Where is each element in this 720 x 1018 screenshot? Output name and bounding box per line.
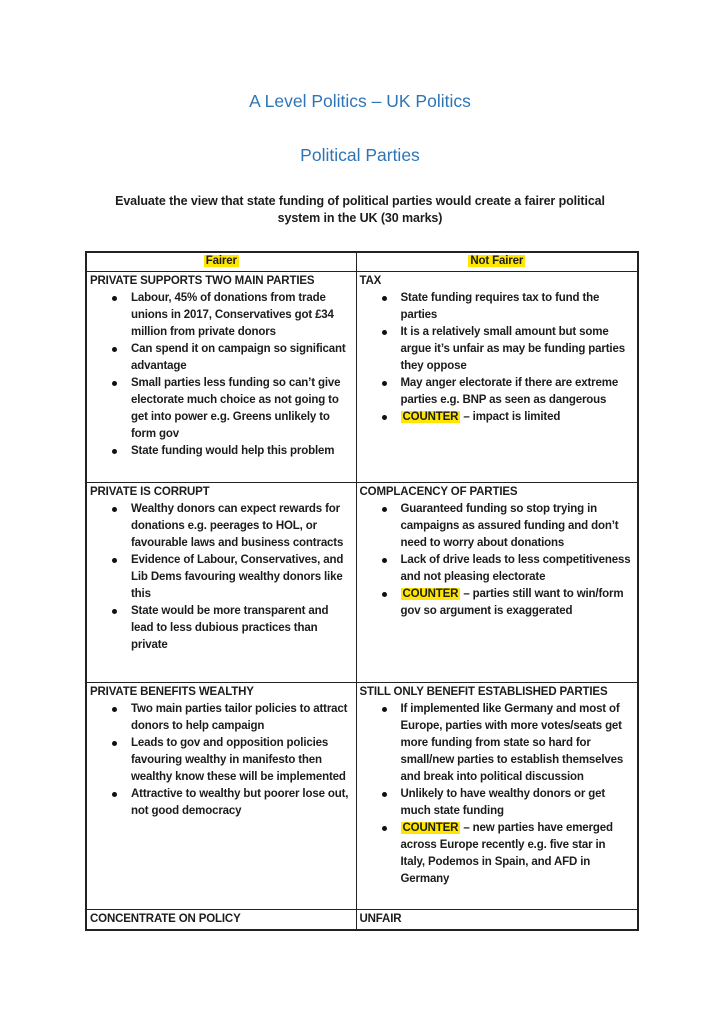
- fairer-cell: [86, 271, 356, 482]
- counter-highlight: COUNTER: [402, 821, 459, 834]
- not-fairer-cell: [356, 482, 638, 682]
- argument-heading: UNFAIR: [359, 912, 402, 925]
- bullet-item: Can spend it on campaign so significant advantage: [87, 341, 356, 375]
- fairer-column-header: [86, 252, 356, 271]
- not-fairer-header-label: Not Fairer: [470, 255, 524, 268]
- argument-heading: TAX: [359, 274, 382, 287]
- bullet-list: [357, 701, 638, 888]
- bullet-item: Wealthy donors can expect rewards for donations e.g. peerages to HOL, or favourable laws and business contracts: [87, 501, 356, 552]
- bullet-item: COUNTER – parties still want to win/form gov so argument is exaggerated: [357, 586, 638, 620]
- bullet-item: May anger electorate if there are extreme parties e.g. BNP as seen as dangerous: [357, 375, 638, 409]
- argument-heading: STILL ONLY BENEFIT ESTABLISHED PARTIES: [359, 685, 608, 698]
- bullet-item: It is a relatively small amount but some argue it’s unfair as may be funding parties they oppose: [357, 324, 638, 375]
- fairer-cell: [86, 682, 356, 909]
- essay-question: Evaluate the view that state funding of political parties would create a fairer political system in the UK (30 marks): [115, 194, 605, 225]
- bullet-item: COUNTER – new parties have emerged across Europe recently e.g. five star in Italy, Podemos in Spain, and AFD in Germany: [357, 820, 638, 888]
- table-row: [86, 271, 638, 482]
- counter-highlight: COUNTER: [402, 587, 459, 600]
- bullet-item: Evidence of Labour, Conservatives, and Lib Dems favouring wealthy donors like this: [87, 552, 356, 603]
- bullet-list: [87, 501, 356, 654]
- bullet-item: Attractive to wealthy but poorer lose out, not good democracy: [87, 786, 356, 820]
- bullet-item: State funding would help this problem: [87, 443, 356, 460]
- bullet-item: Guaranteed funding so stop trying in campaigns as assured funding and don’t need to worry about donations: [357, 501, 638, 552]
- not-fairer-cell: [356, 271, 638, 482]
- course-title: A Level Politics – UK Politics: [249, 91, 471, 111]
- fairer-cell: [86, 482, 356, 682]
- bullet-list: [357, 501, 638, 620]
- bullet-item: Unlikely to have wealthy donors or get much state funding: [357, 786, 638, 820]
- bullet-item: If implemented like Germany and most of Europe, parties with more votes/seats get more funding from state so hard for small/new parties to establish themselves and break into political discussion: [357, 701, 638, 786]
- fairer-cell: [86, 909, 356, 930]
- bullet-list: [357, 290, 638, 426]
- bullet-item: Leads to gov and opposition policies favouring wealthy in manifesto then wealthy know these will be implemented: [87, 735, 356, 786]
- not-fairer-cell: [356, 682, 638, 909]
- not-fairer-cell: [356, 909, 638, 930]
- topic-title: Political Parties: [300, 145, 420, 165]
- bullet-list: [87, 701, 356, 820]
- argument-heading: COMPLACENCY OF PARTIES: [359, 485, 518, 498]
- table-row: [86, 482, 638, 682]
- arguments-table-body: [86, 271, 638, 930]
- not-fairer-column-header: [356, 252, 638, 271]
- argument-heading: PRIVATE IS CORRUPT: [90, 485, 210, 498]
- bullet-item: Labour, 45% of donations from trade unions in 2017, Conservatives got £34 million from private donors: [87, 290, 356, 341]
- fairer-header-label: Fairer: [205, 255, 237, 268]
- argument-heading: PRIVATE SUPPORTS TWO MAIN PARTIES: [90, 274, 315, 287]
- table-row: [86, 909, 638, 930]
- counter-highlight: COUNTER: [402, 410, 459, 423]
- bullet-item: State funding requires tax to fund the parties: [357, 290, 638, 324]
- table-header-row: [86, 252, 638, 271]
- bullet-item: COUNTER – impact is limited: [357, 409, 638, 426]
- bullet-list: [87, 290, 356, 460]
- argument-heading: PRIVATE BENEFITS WEALTHY: [90, 685, 254, 698]
- argument-heading: CONCENTRATE ON POLICY: [90, 912, 241, 925]
- bullet-item: Small parties less funding so can’t give electorate much choice as not going to get into power e.g. Greens unlikely to form gov: [87, 375, 356, 443]
- bullet-item: Lack of drive leads to less competitiveness and not pleasing electorate: [357, 552, 638, 586]
- bullet-item: State would be more transparent and lead to less dubious practices than private: [87, 603, 356, 654]
- table-row: [86, 682, 638, 909]
- bullet-item: Two main parties tailor policies to attract donors to help campaign: [87, 701, 356, 735]
- arguments-table: [85, 251, 639, 931]
